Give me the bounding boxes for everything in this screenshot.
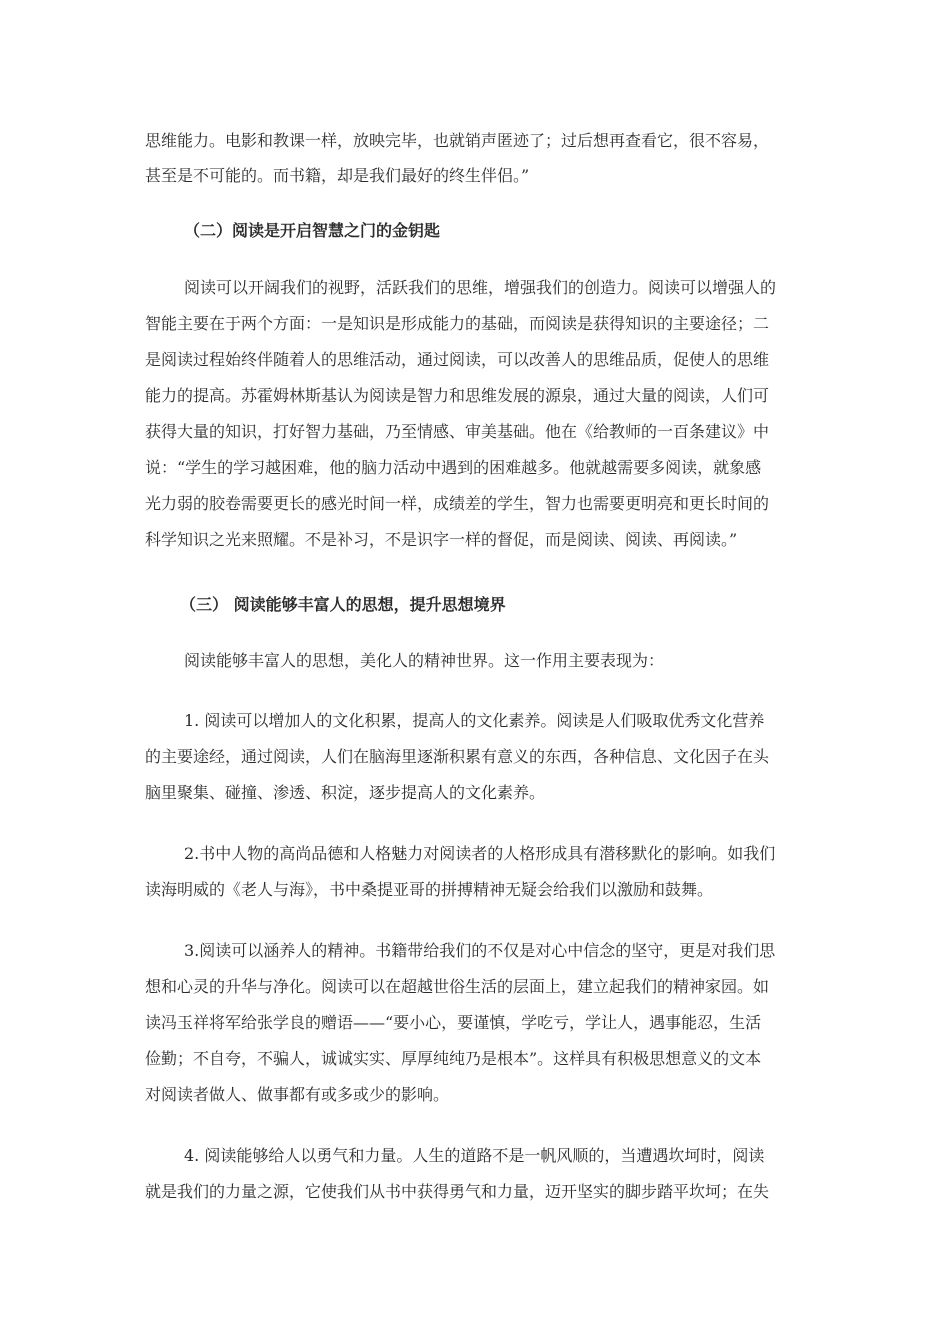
text-line: 3.阅读可以涵养人的精神。书籍带给我们的不仅是对心中信念的坚守，更是对我们思 — [184, 941, 776, 960]
text-line: 科学知识之光来照耀。不是补习，不是识字一样的督促，而是阅读、阅读、再阅读。” — [145, 530, 738, 549]
text-line: 光力弱的胶卷需要更长的感光时间一样，成绩差的学生，智力也需要更明亮和更长时间的 — [145, 494, 770, 513]
text-line: 智能主要在于两个方面：一是知识是形成能力的基础，而阅读是获得知识的主要途径；二 — [145, 314, 770, 333]
text-line: 对阅读者做人、做事都有或多或少的影响。 — [145, 1085, 450, 1104]
text-line: 是阅读过程始终伴随着人的思维活动，通过阅读，可以改善人的思维品质，促使人的思维 — [145, 350, 770, 369]
text-line: 就是我们的力量之源，它使我们从书中获得勇气和力量，迈开坚实的脚步踏平坎坷；在失 — [145, 1182, 770, 1201]
text-line: 甚至是不可能的。而书籍，却是我们最好的终生伴侣。” — [145, 166, 530, 185]
section-heading: （三） 阅读能够丰富人的思想，提升思想境界 — [180, 595, 506, 614]
text-line: 说：“学生的学习越困难，他的脑力活动中遇到的困难越多。他就越需要多阅读，就象感 — [145, 458, 762, 477]
text-line: 想和心灵的升华与净化。阅读可以在超越世俗生活的层面上，建立起我们的精神家园。如 — [145, 977, 770, 996]
text-line: 思维能力。电影和教课一样，放映完毕，也就销声匿迹了；过后想再查看它，很不容易， — [145, 131, 770, 150]
text-line: 读海明威的《老人与海》，书中桑提亚哥的拼搏精神无疑会给我们以激励和鼓舞。 — [145, 880, 714, 899]
text-line: 阅读可以开阔我们的视野，活跃我们的思维，增强我们的创造力。阅读可以增强人的 — [184, 278, 777, 297]
text-line: 阅读能够丰富人的思想，美化人的精神世界。这一作用主要表现为： — [184, 651, 665, 670]
text-line: 1. 阅读可以增加人的文化积累，提高人的文化素养。阅读是人们吸取优秀文化营养 — [184, 711, 765, 730]
text-line: 4. 阅读能够给人以勇气和力量。人生的道路不是一帆风顺的，当遭遇坎坷时，阅读 — [184, 1146, 765, 1165]
text-line: 俭勤；不自夸，不骗人，诚诚实实、厚厚纯纯乃是根本”。这样具有积极思想意义的文本 — [145, 1049, 762, 1068]
text-line: 获得大量的知识，打好智力基础，乃至情感、审美基础。他在《给教师的一百条建议》中 — [145, 422, 770, 441]
section-heading: （二）阅读是开启智慧之门的金钥匙 — [184, 221, 441, 240]
text-line: 读冯玉祥将军给张学良的赠语——“要小心，要谨慎，学吃亏，学让人，遇事能忍，生活 — [145, 1013, 762, 1032]
text-line: 能力的提高。苏霍姆林斯基认为阅读是智力和思维发展的源泉，通过大量的阅读，人们可 — [145, 386, 770, 405]
text-line: 的主要途经，通过阅读，人们在脑海里逐渐积累有意义的东西，各种信息、文化因子在头 — [145, 747, 770, 766]
text-line: 脑里聚集、碰撞、渗透、积淀，逐步提高人的文化素养。 — [145, 783, 546, 802]
text-line: 2.书中人物的高尚品德和人格魅力对阅读者的人格形成具有潜移默化的影响。如我们 — [184, 844, 776, 863]
